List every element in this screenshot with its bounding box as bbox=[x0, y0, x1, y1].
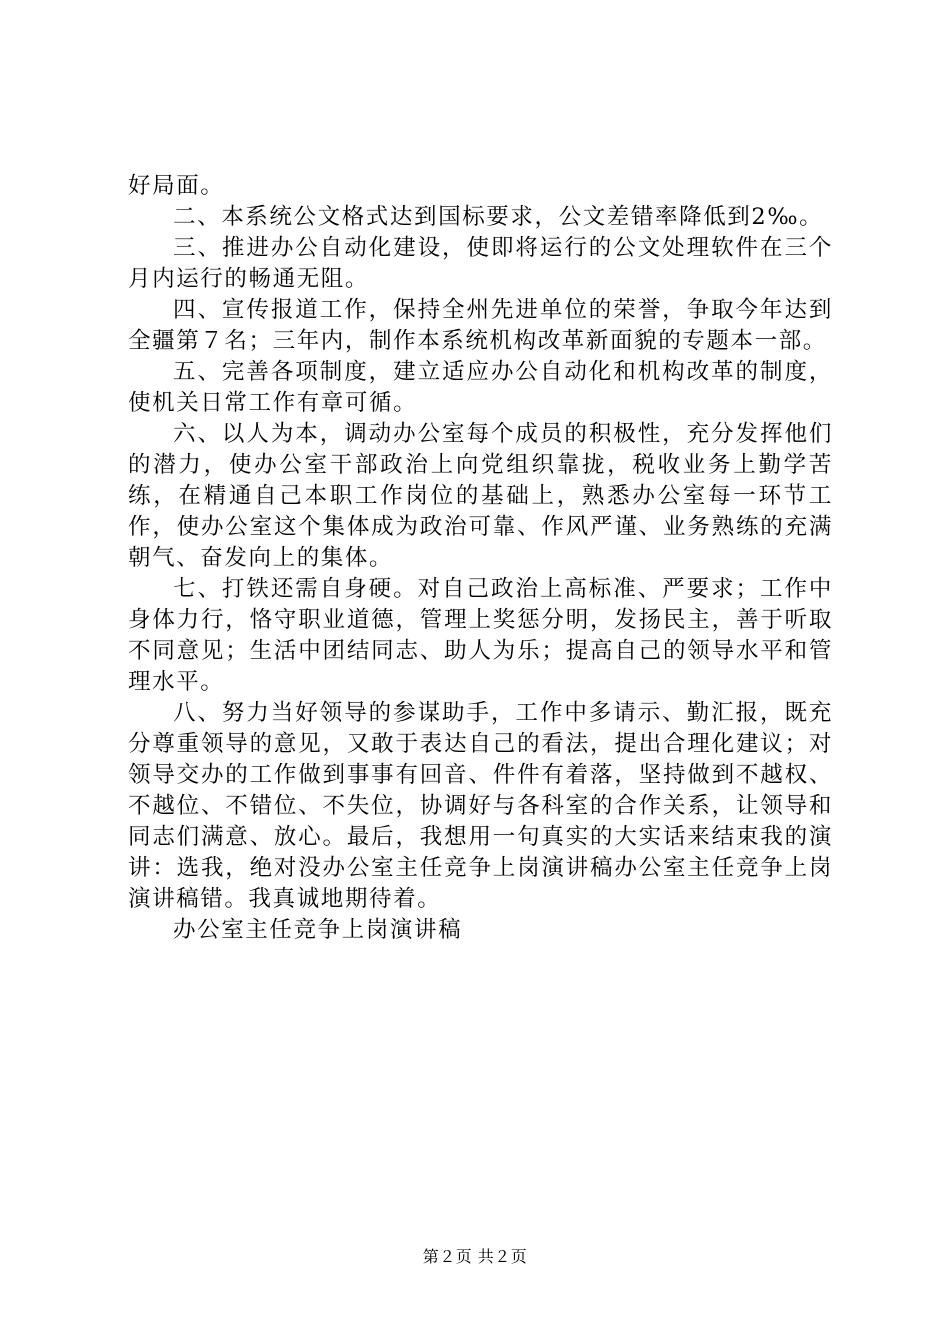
document-body bbox=[128, 171, 833, 946]
paragraph-item-5: 五、完善各项制度，建立适应办公自动化和机构改革的制度，使机关日常工作有章可循。 bbox=[128, 359, 833, 416]
paragraph-item-2: 二、本系统公文格式达到国标要求，公文差错率降低到2‰。 bbox=[173, 204, 824, 230]
paragraph-closing-title: 办公室主任竞争上岗演讲稿 bbox=[173, 917, 463, 943]
paragraph-item-4: 四、宣传报道工作，保持全州先进单位的荣誉，争取今年达到全疆第７名；三年内，制作本系统机构改革新面貌的专题本一部。 bbox=[128, 297, 833, 354]
page-number-label: 第２页 共２页 bbox=[422, 1247, 528, 1266]
paragraph-item-8: 八、努力当好领导的参谋助手，工作中多请示、勤汇报，既充分尊重领导的意见，又敢于表达自己的看法，提出合理化建议；对领导交办的工作做到事事有回音、件件有着落，坚持做到不越权、不越位、不错位、不失位，协调好与各科室的合作关系，让领导和同志们满意、放心。最后，我想用一句真实的大实话来结束我的演讲：选我，绝对没办公室主任竞争上岗演讲稿办公室主任竞争上岗演讲稿错。我真诚地期待着。 bbox=[128, 700, 833, 912]
paragraph-item-3: 三、推进办公自动化建设，使即将运行的公文处理软件在三个月内运行的畅通无阻。 bbox=[128, 235, 833, 292]
paragraph-continuation: 好局面。 bbox=[128, 173, 225, 199]
page-footer bbox=[0, 1246, 950, 1268]
paragraph-item-6: 六、以人为本，调动办公室每个成员的积极性，充分发挥他们的潜力，使办公室干部政治上向党组织靠拢，税收业务上勤学苦练，在精通自己本职工作岗位的基础上，熟悉办公室每一环节工作，使办公室这个集体成为政治可靠、作风严谨、业务熟练的充满朝气、奋发向上的集体。 bbox=[128, 421, 833, 571]
paragraph-item-7: 七、打铁还需自身硬。对自己政治上高标准、严要求；工作中身体力行，恪守职业道德，管理上奖惩分明，发扬民主，善于听取不同意见；生活中团结同志、助人为乐；提高自己的领导水平和管理水平。 bbox=[128, 576, 833, 695]
